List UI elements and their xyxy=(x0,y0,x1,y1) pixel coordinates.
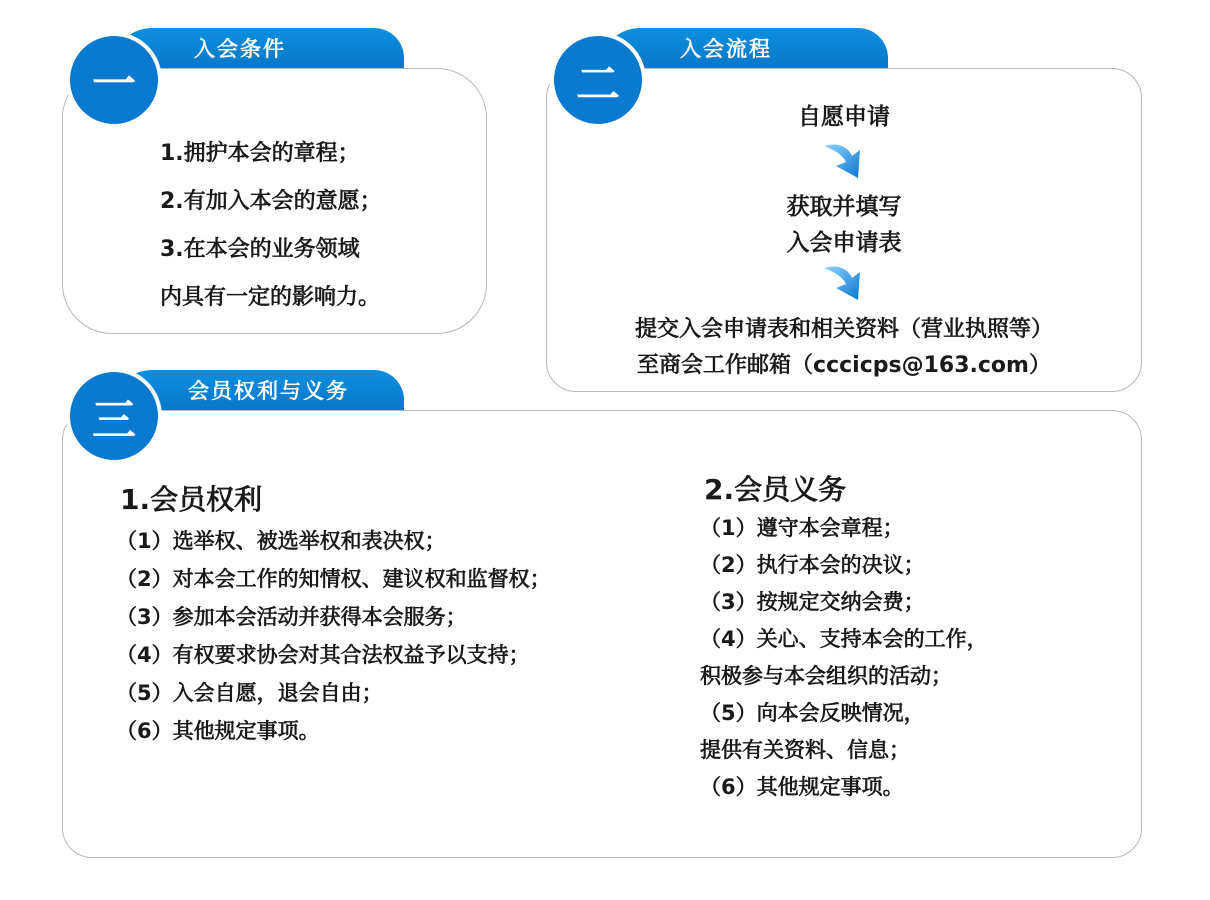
list-item: （3）按规定交纳会费； xyxy=(700,590,925,614)
rights-list xyxy=(116,522,551,750)
list-item: （3）参加本会活动并获得本会服务； xyxy=(116,605,467,629)
section-number-two: 二 xyxy=(550,32,646,128)
flow-step-submit: 提交入会申请表和相关资料（营业执照等） xyxy=(634,317,1053,342)
flow-arrow-down-icon xyxy=(822,262,868,302)
rights-duties-tab-label: 会员权利与义务 xyxy=(188,379,349,403)
condition-item: 2.有加入本会的意愿； xyxy=(160,189,382,214)
rights-title: 1.会员权利 xyxy=(120,483,263,516)
flow-step-obtain-form: 获取并填写 xyxy=(786,194,902,220)
list-item: （1）遵守本会章程； xyxy=(700,516,904,540)
list-item: 提供有关资料、信息； xyxy=(700,738,910,762)
list-item: 积极参与本会组织的活动； xyxy=(700,664,952,688)
process-tab-label: 入会流程 xyxy=(680,37,772,61)
list-item: （5）向本会反映情况， xyxy=(700,701,925,725)
list-item: （4）有权要求协会对其合法权益予以支持； xyxy=(116,643,530,667)
list-item: （1）选举权、被选举权和表决权； xyxy=(116,529,446,553)
flow-step-email: 至商会工作邮箱（cccicps@163.com） xyxy=(637,353,1051,378)
conditions-list xyxy=(160,130,382,322)
process-tab xyxy=(600,28,888,68)
list-item: （2）执行本会的决议； xyxy=(700,553,925,577)
flow-step-apply: 自愿申请 xyxy=(798,104,890,130)
list-item: （4）关心、支持本会的工作， xyxy=(700,627,988,651)
list-item: （5）入会自愿，退会自由； xyxy=(116,681,383,705)
condition-item: 1.拥护本会的章程； xyxy=(160,141,360,166)
section-number-three: 三 xyxy=(66,368,162,464)
flow-step-form-name: 入会申请表 xyxy=(786,230,902,256)
list-item: （2）对本会工作的知情权、建议权和监督权； xyxy=(116,567,551,591)
conditions-tab-label: 入会条件 xyxy=(194,37,286,61)
condition-item: 内具有一定的影响力。 xyxy=(160,285,381,310)
duties-list xyxy=(700,510,988,806)
section-number-one: 一 xyxy=(66,32,162,128)
flow-arrow-down-icon xyxy=(822,140,868,180)
condition-item: 3.在本会的业务领域 xyxy=(160,237,360,262)
duties-title: 2.会员义务 xyxy=(704,473,847,506)
list-item: （6）其他规定事项。 xyxy=(116,719,320,743)
list-item: （6）其他规定事项。 xyxy=(700,775,904,799)
